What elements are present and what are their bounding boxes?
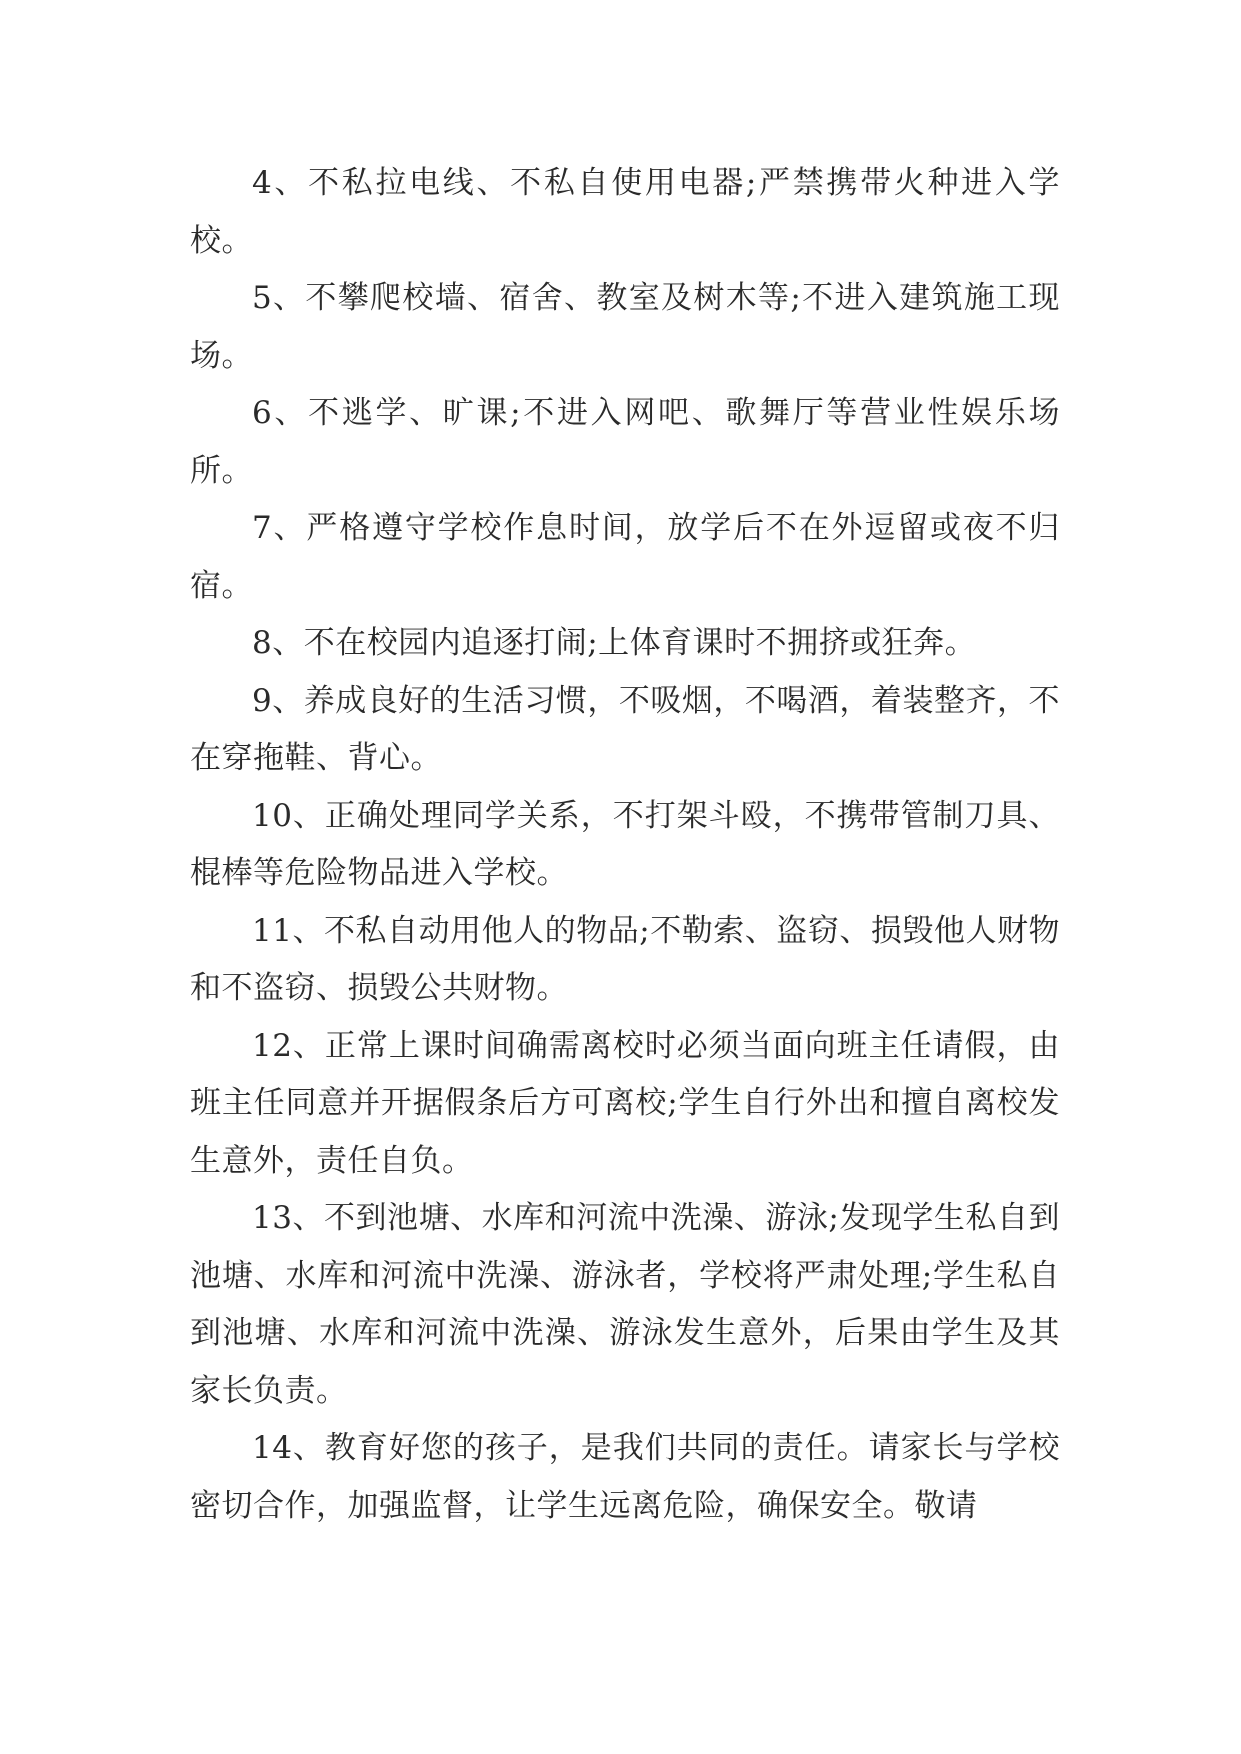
paragraph-rule-11: 11、不私自动用他人的物品;不勒索、盗窃、损毁他人财物和不盗窃、损毁公共财物。 (190, 912, 1060, 1006)
document-body (190, 155, 1060, 1535)
paragraph-rule-4: 4、不私拉电线、不私自使用电器;严禁携带火种进入学校。 (190, 165, 1060, 259)
paragraph-rule-7: 7、严格遵守学校作息时间，放学后不在外逗留或夜不归宿。 (190, 510, 1060, 604)
paragraph-rule-6: 6、不逃学、旷课;不进入网吧、歌舞厅等营业性娱乐场所。 (190, 395, 1060, 489)
paragraph-rule-12: 12、正常上课时间确需离校时必须当面向班主任请假，由班主任同意并开据假条后方可离校;学生自行外出和擅自离校发生意外，责任自负。 (190, 1027, 1060, 1179)
paragraph-rule-10: 10、正确处理同学关系，不打架斗殴，不携带管制刀具、棍棒等危险物品进入学校。 (190, 797, 1060, 891)
paragraph-rule-13: 13、不到池塘、水库和河流中洗澡、游泳;发现学生私自到池塘、水库和河流中洗澡、游泳者，学校将严肃处理;学生私自到池塘、水库和河流中洗澡、游泳发生意外，后果由学生及其家长负责。 (190, 1200, 1060, 1409)
paragraph-rule-14: 14、教育好您的孩子，是我们共同的责任。请家长与学校密切合作，加强监督，让学生远离危险，确保安全。敬请 (190, 1430, 1060, 1524)
paragraph-rule-5: 5、不攀爬校墙、宿舍、教室及树木等;不进入建筑施工现场。 (190, 280, 1060, 374)
paragraph-rule-8: 8、不在校园内追逐打闹;上体育课时不拥挤或狂奔。 (252, 625, 977, 661)
paragraph-rule-9: 9、养成良好的生活习惯，不吸烟，不喝酒，着装整齐，不在穿拖鞋、背心。 (190, 682, 1060, 776)
